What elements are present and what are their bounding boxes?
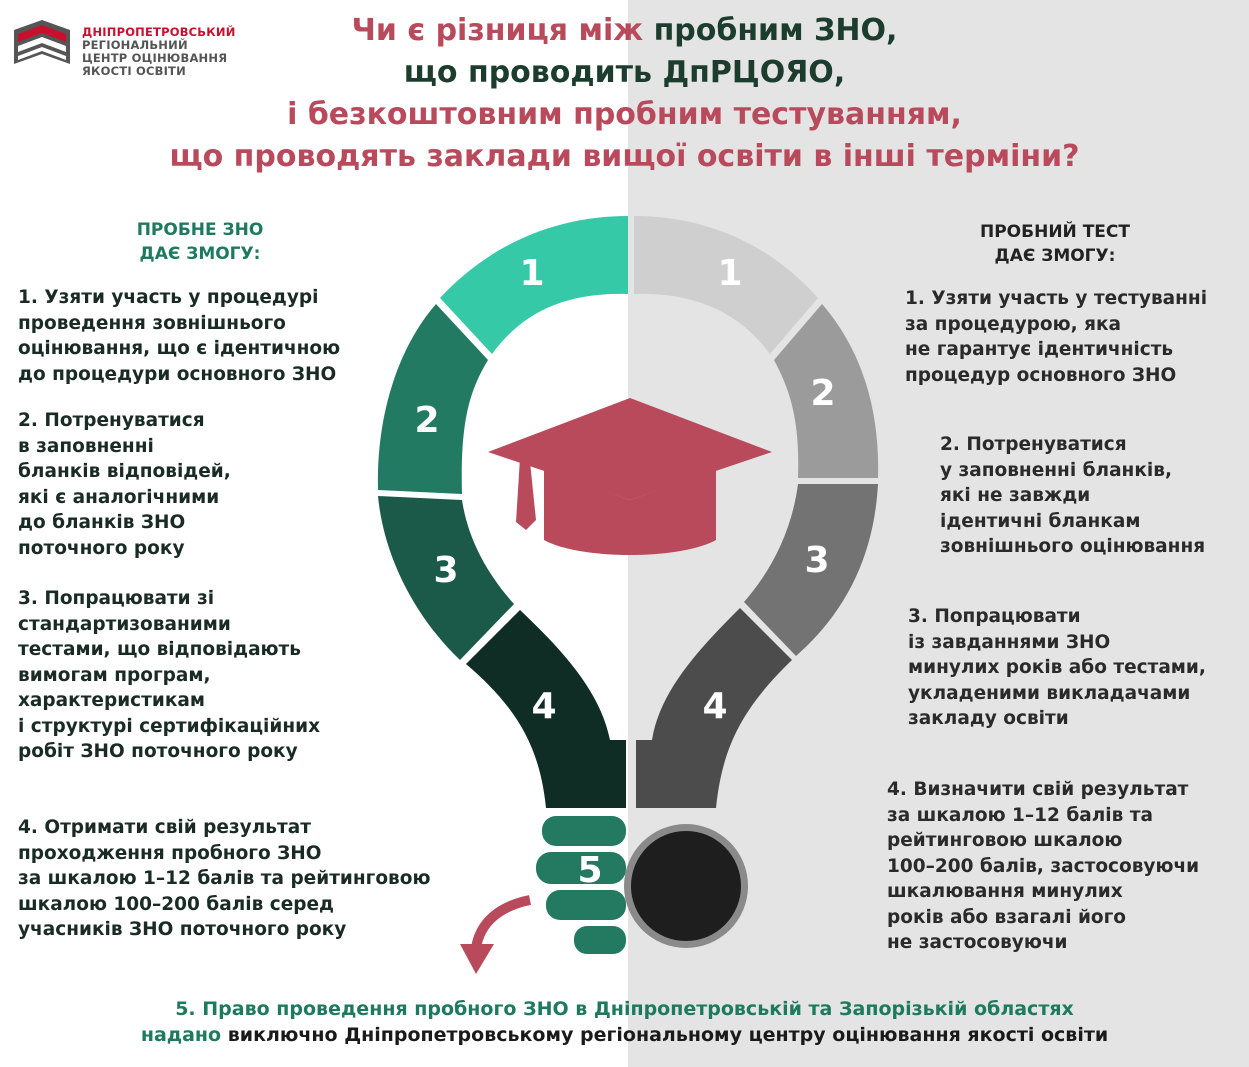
logo-line-2: РЕГІОНАЛЬНИЙ xyxy=(82,38,188,52)
left-segment-2 xyxy=(378,304,488,494)
footer-line-2a: надано xyxy=(140,1024,228,1046)
logo-line-4: ЯКОСТІ ОСВІТИ xyxy=(82,64,186,78)
logo-line-1: ДНІПРОПЕТРОВСЬКИЙ xyxy=(82,25,236,39)
title-line-1b: пробним ЗНО, xyxy=(653,13,898,48)
left-number-5: 5 xyxy=(577,850,603,891)
curved-arrow-icon xyxy=(460,900,530,974)
right-item-1: 1. Узяти участь у тестуванні за процедурою, яка не гарантує ідентичність процедур основного ЗНО xyxy=(905,288,1208,386)
right-number-2: 2 xyxy=(810,373,836,414)
left-number-1: 1 xyxy=(519,253,545,294)
logo-line-3: ЦЕНТР ОЦІНЮВАННЯ xyxy=(82,51,228,65)
right-item-2: 2. Потренуватися у заповненні бланків, які не завжди ідентичні бланкам зовнішнього оцінювання xyxy=(940,434,1206,557)
footer-line-2b: виключно Дніпропетровському регіональному центру оцінювання якості освіти xyxy=(227,1024,1109,1046)
left-item-2: 2. Потренуватися в заповненні бланків відповідей, які є аналогічними до бланків ЗНО поточного року xyxy=(18,410,231,559)
right-item-3: 3. Попрацювати із завданнями ЗНО минулих років або тестами, укладеними викладачами закладу освіти xyxy=(908,606,1206,729)
left-item-4: 4. Отримати свій результат проходження пробного ЗНО за шкалою 1–12 балів та рейтинговою шкалою 100–200 балів серед учасників ЗНО поточного року xyxy=(18,817,431,940)
right-heading-line-1: ПРОБНИЙ ТЕСТ xyxy=(980,222,1130,242)
right-item-4: 4. Визначити свій результат за шкалою 1–12 балів та рейтинговою шкалою 100–200 балів, застосовуючи шкалювання минулих років або взагалі його не застосовуючи xyxy=(887,779,1200,953)
left-item-3: 3. Попрацювати зі стандартизованими тестами, що відповідають вимогам програм, характеристикам і структурі сертифікаційних робіт ЗНО поточного року xyxy=(18,588,321,762)
title-line-3: і безкоштовним пробним тестуванням, xyxy=(287,97,962,132)
left-heading-line-2: ДАЄ ЗМОГУ: xyxy=(139,244,261,264)
left-number-4: 4 xyxy=(531,686,557,727)
footer-note xyxy=(0,996,1249,1048)
left-number-3: 3 xyxy=(433,550,459,591)
footer-line-1: 5. Право проведення пробного ЗНО в Дніпропетровській та Запорізькій областях xyxy=(175,998,1074,1020)
title-line-2: що проводить ДпРЦОЯО, xyxy=(403,55,846,90)
right-number-1: 1 xyxy=(717,253,743,294)
title-line-4: що проводять заклади вищої освіти в інші терміни? xyxy=(169,139,1080,174)
right-heading-line-2: ДАЄ ЗМОГУ: xyxy=(994,246,1116,266)
right-number-4: 4 xyxy=(702,686,728,727)
left-item-1: 1. Узяти участь у процедурі проведення зовнішнього оцінювання, що є ідентичною до процедури основного ЗНО xyxy=(18,287,341,385)
right-number-3: 3 xyxy=(804,540,830,581)
left-number-2: 2 xyxy=(414,400,440,441)
base-circle xyxy=(631,831,741,941)
graduation-cap-icon xyxy=(488,398,772,555)
title-line-1a: Чи є різниця між xyxy=(351,13,654,48)
left-heading-line-1: ПРОБНЕ ЗНО xyxy=(136,220,264,240)
